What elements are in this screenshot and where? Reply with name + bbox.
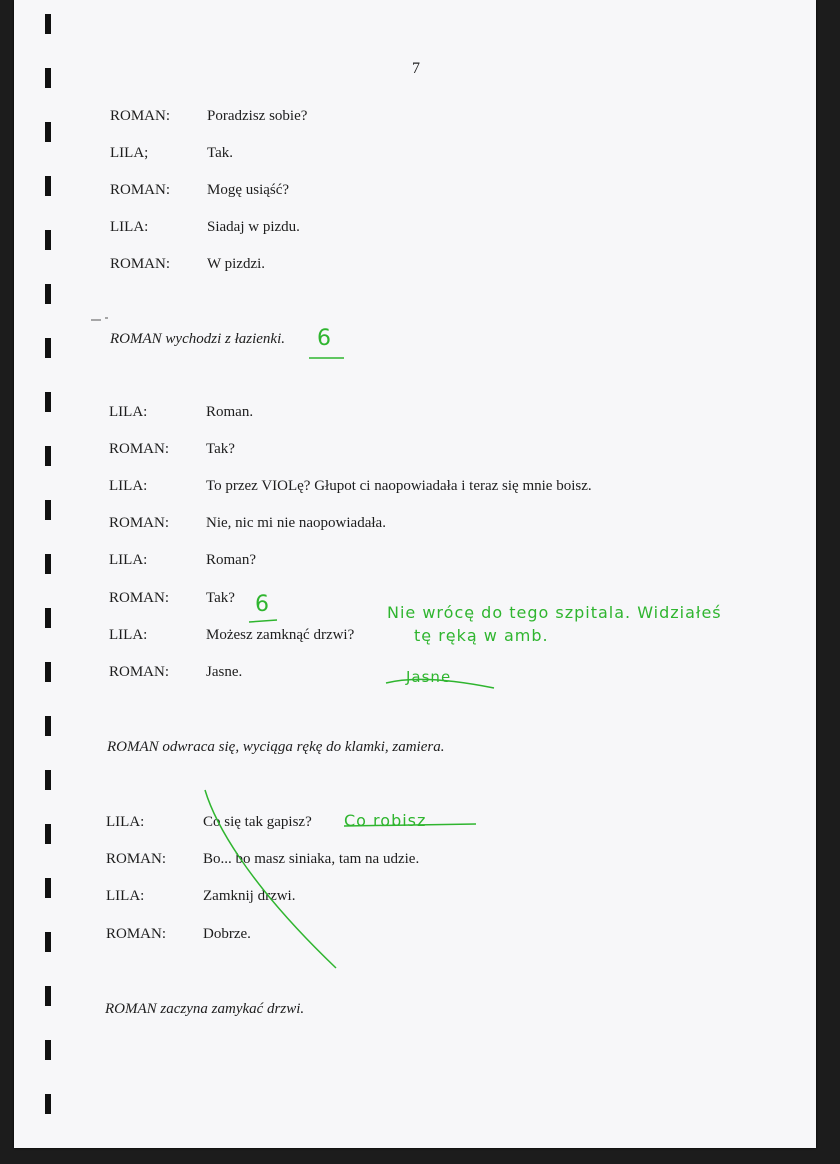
diagonal-stroke	[205, 790, 336, 968]
stage-direction-text: wychodzi z łazienki.	[161, 331, 285, 347]
speaker-name: ROMAN:	[110, 256, 171, 272]
page-number: 7	[412, 60, 420, 77]
dialogue-text: Tak?	[206, 590, 235, 606]
dialogue-text: Nie, nic mi nie naopowiadała.	[206, 515, 386, 531]
speaker-name: LILA:	[106, 888, 145, 904]
speaker-name: ROMAN:	[109, 441, 170, 457]
stage-direction-name: ROMAN	[110, 331, 162, 347]
handwritten-crossed-word: Jasne	[406, 668, 452, 686]
strikethrough-stroke	[344, 824, 476, 826]
stage-direction-name: ROMAN	[107, 739, 159, 755]
dialogue-text: Siadaj w pizdu.	[207, 219, 300, 235]
speaker-name: LILA:	[110, 219, 149, 235]
speaker-name: ROMAN:	[110, 108, 171, 124]
handwritten-note: Co robisz	[344, 811, 427, 830]
speaker-name: ROMAN:	[109, 664, 170, 680]
stage-direction-name: ROMAN	[105, 1001, 157, 1017]
speaker-name: ROMAN:	[109, 515, 170, 531]
speaker-name: LILA:	[109, 404, 148, 420]
underline-stroke	[249, 620, 277, 622]
handwritten-note: Nie wrócę do tego szpitala. Widziałeś	[387, 603, 722, 622]
dialogue-text: Tak?	[206, 441, 235, 457]
handwritten-mark: 6	[255, 592, 270, 617]
handwritten-note: tę ręką w amb.	[414, 626, 549, 645]
dialogue-text: Roman?	[206, 552, 256, 568]
dialogue-text: Bo... bo masz siniaka, tam na udzie.	[203, 851, 420, 867]
speaker-name: ROMAN:	[109, 590, 170, 606]
speaker-name: LILA:	[109, 478, 148, 494]
speaker-name: LILA;	[110, 145, 149, 161]
dialogue-text: Poradzisz sobie?	[207, 108, 308, 124]
handwritten-mark: 6	[317, 326, 332, 351]
speaker-name: ROMAN:	[106, 851, 167, 867]
stage-direction-text: zaczyna zamykać drzwi.	[156, 1001, 305, 1017]
dialogue-text: W pizdzi.	[207, 256, 266, 272]
dialogue-text: Jasne.	[206, 664, 243, 680]
dialogue-text: Roman.	[206, 404, 254, 420]
script-page	[14, 0, 816, 1148]
smudge-mark	[91, 318, 108, 320]
dialogue-text: To przez VIOLę? Głupot ci naopowiadała i teraz się mnie boisz.	[206, 478, 592, 494]
speaker-name: ROMAN:	[110, 182, 171, 198]
dialogue-text: Zamknij drzwi.	[203, 888, 296, 904]
strikethrough-stroke	[386, 679, 494, 688]
dialogue-text: Dobrze.	[203, 926, 251, 942]
speaker-name: LILA:	[109, 552, 148, 568]
stage-direction-text: odwraca się, wyciąga rękę do klamki, zamiera.	[158, 739, 445, 755]
annotation-strokes	[14, 0, 816, 1148]
speaker-name: LILA:	[109, 627, 148, 643]
speaker-name: ROMAN:	[106, 926, 167, 942]
dialogue-text: Co się tak gapisz?	[203, 814, 312, 830]
speaker-name: LILA:	[106, 814, 145, 830]
dialogue-text: Tak.	[207, 145, 234, 161]
dialogue-text: Możesz zamknąć drzwi?	[206, 627, 355, 643]
dialogue-text: Mogę usiąść?	[207, 182, 290, 198]
